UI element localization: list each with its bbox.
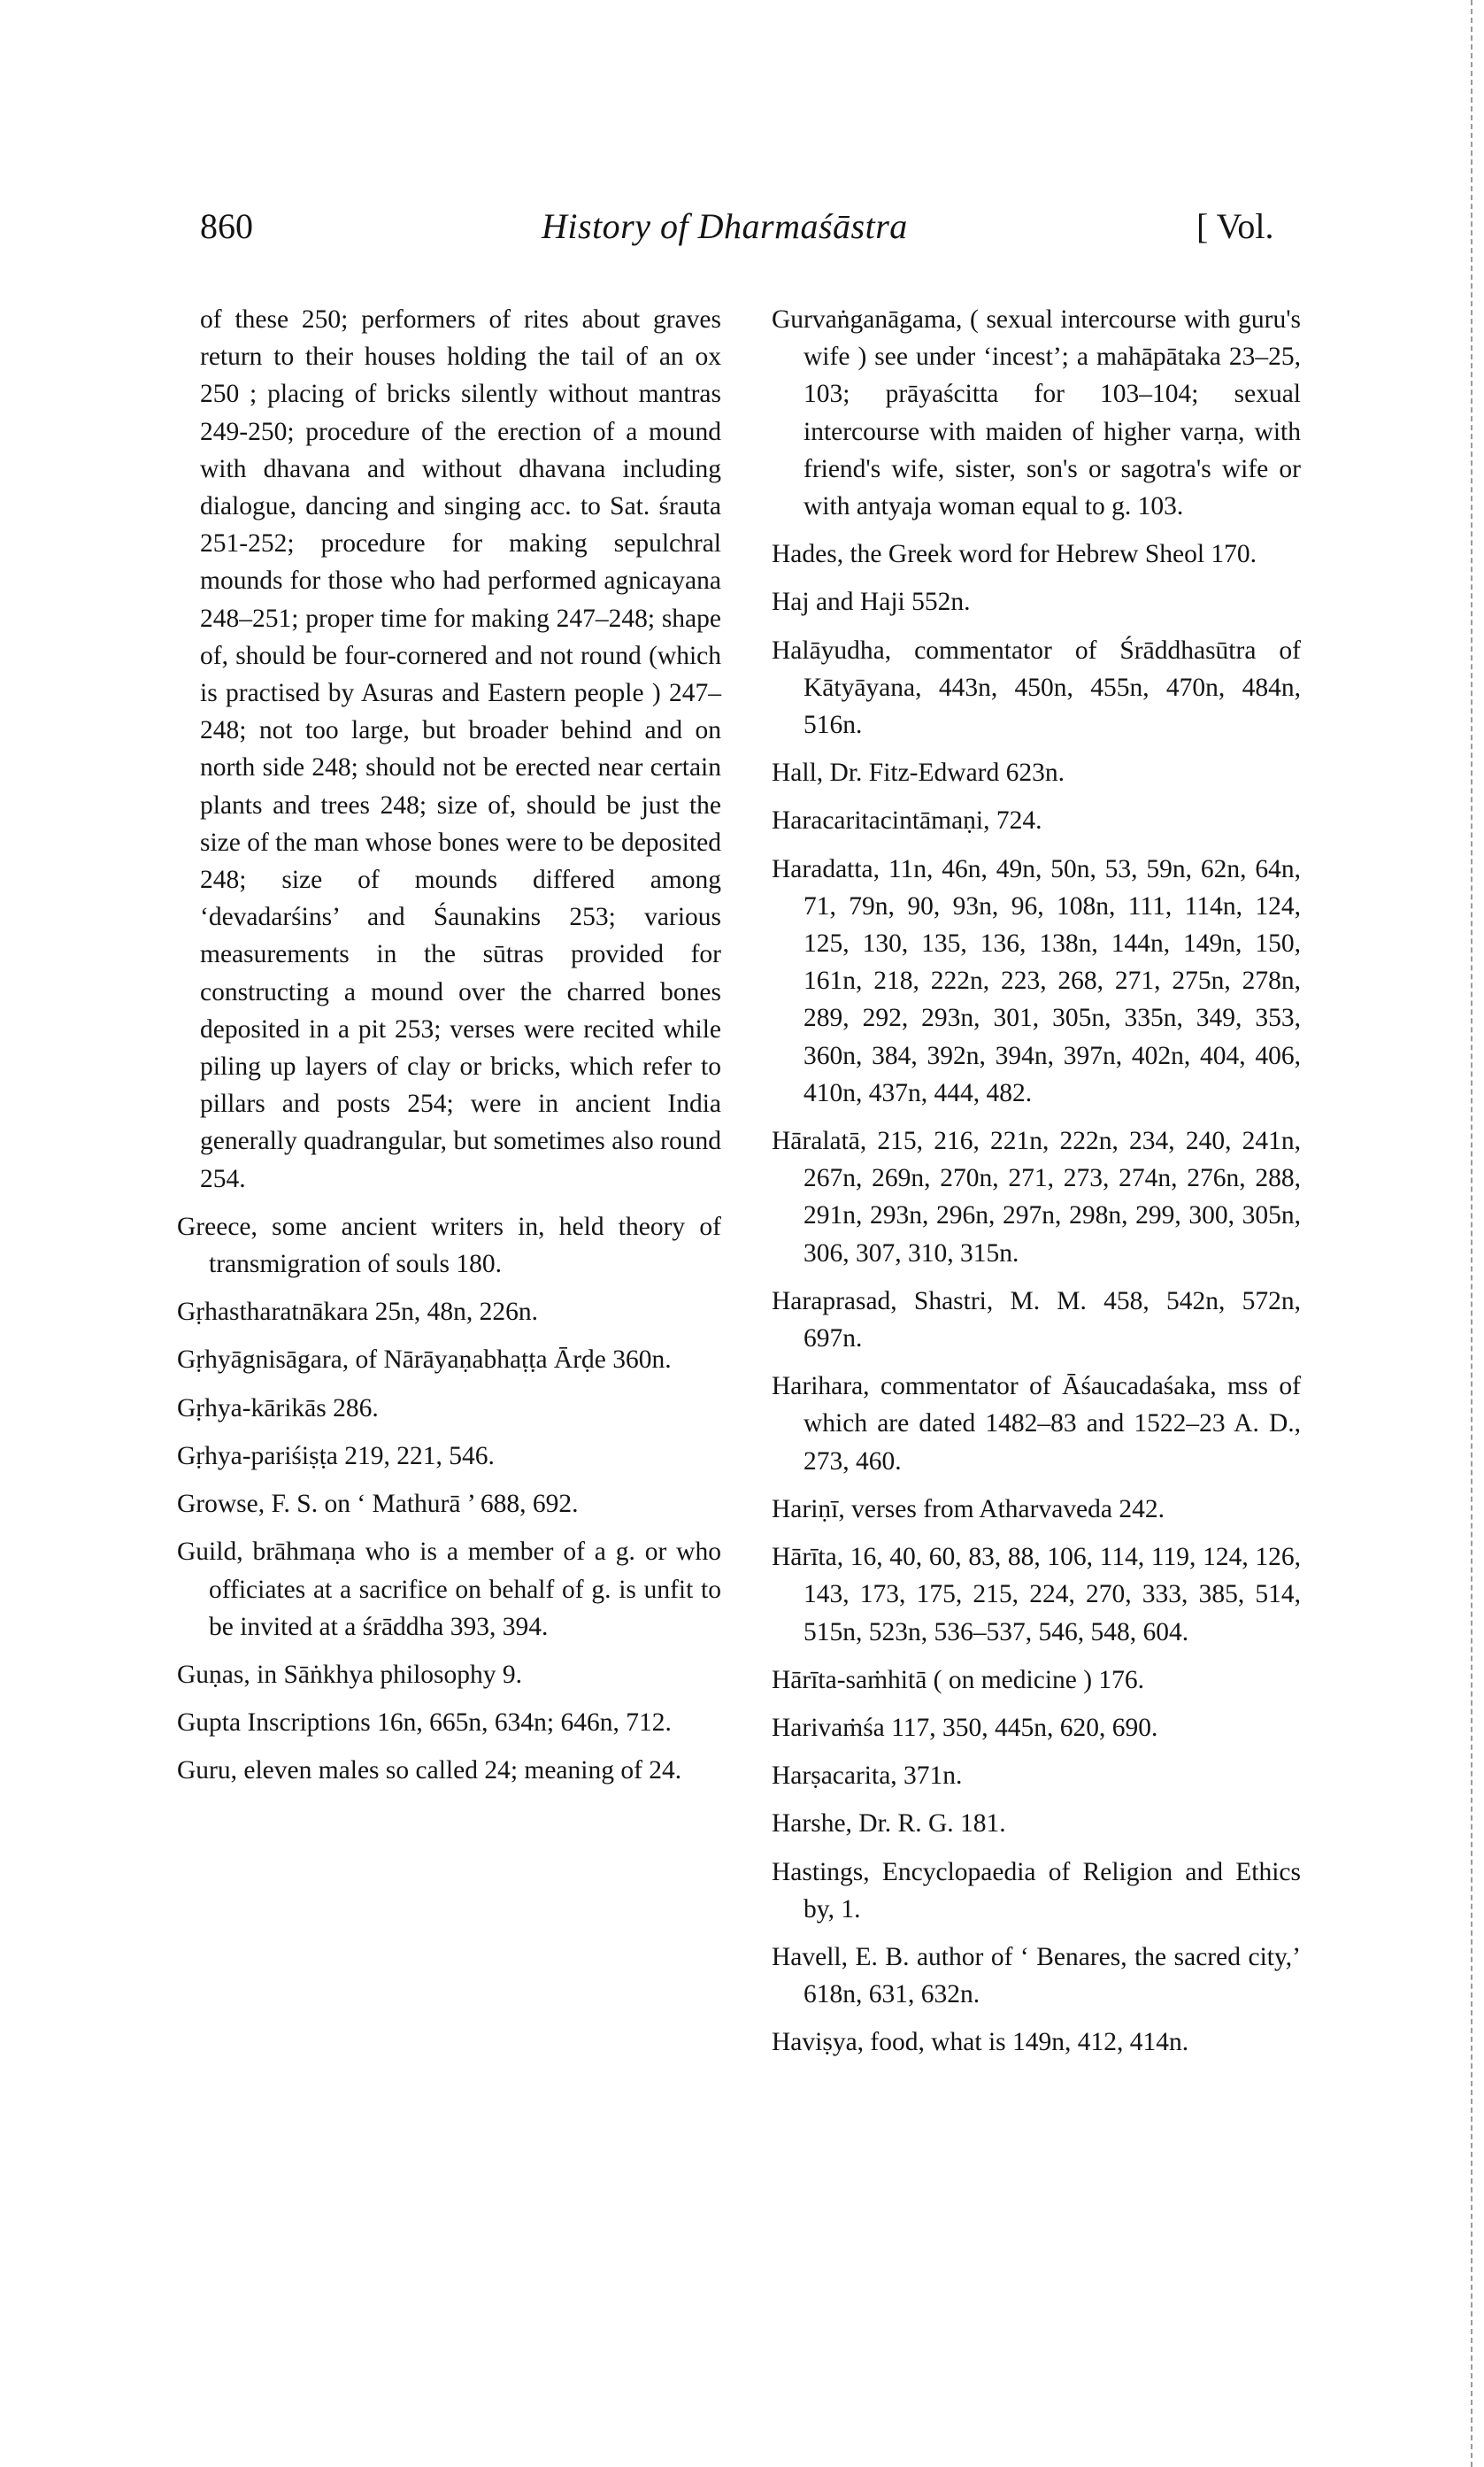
index-entry: Haradatta, 11n, 46n, 49n, 50n, 53, 59n, 62n, 64n, 71, 79n, 90, 93n, 96, 108n, 111, 114n, 124, 125, 130, 135, 136, 138n, 144n, 149n, 150, 161n, 218, 222n, 223, 268, 271, 275n, 278n, 289, 292, 293n, 301, 305n, 335n, 349, 353, 360n, 384, 392n, 394n, 397n, 402n, 404, 406, 410n, 437n, 444, 482.: [772, 854, 1301, 1107]
scan-edge-line: [1471, 0, 1472, 2467]
index-entry: Gṛhyāgnisāgara, of Nārāyaṇabhaṭṭa Ārḍe 360n.: [177, 1345, 672, 1375]
index-column-right: [772, 301, 1301, 2072]
index-entry: Greece, some ancient writers in, held theory of transmigration of souls 180.: [177, 1212, 721, 1279]
index-entry: Hariṇī, verses from Atharvaveda 242.: [772, 1494, 1165, 1523]
index-entry: Guild, brāhmaṇa who is a member of a g. or who officiates at a sacrifice on behalf of g. is unfit to be invited at a śrāddha 393, 394.: [177, 1538, 721, 1641]
index-entry: Haj and Haji 552n.: [772, 588, 971, 617]
index-entry: Gupta Inscriptions 16n, 665n, 634n; 646n, 712.: [177, 1708, 672, 1738]
index-entry: Gṛhastharatnākara 25n, 48n, 226n.: [177, 1298, 538, 1327]
index-entry: Harihara, commentator of Āśaucadaśaka, mss of which are dated 1482–83 and 1522–23 A. D., 273, 460.: [772, 1372, 1301, 1476]
index-entry: Hades, the Greek word for Hebrew Sheol 170.: [772, 540, 1257, 569]
index-entry: Haracaritacintāmaṇi, 724.: [772, 806, 1042, 836]
index-entry: of these 250; performers of rites about graves return to their houses holding the tail of an ox 250 ; placing of bricks silently without mantras 249-250; procedure of the erection of a mound with dhavana and without dhavana including dialogue, dancing and singing acc. to Sat. śrauta 251-252; procedure for making sepulchral mounds for those who had performed agnicayana 248–251; proper time for making 247–248; shape of, should be four-cornered and not round (which is practised by Asuras and Eastern people ) 247–248; not too large, but broader behind and on north side 248; should not be erected near certain plants and trees 248; size of, should be just the size of the man whose bones were to be deposited 248; size of mounds differed among ‘devadarśins’ and Śaunakins 253; various measurements in the sūtras provided for constructing a mound over the charred bones deposited in a pit 253; verses were recited while piling up layers of clay or bricks, which refer to pillars and posts 254; were in ancient India generally quadrangular, but sometimes also round 254.: [200, 305, 722, 1193]
index-entry: Hārīta-saṁhitā ( on medicine ) 176.: [772, 1665, 1145, 1694]
index-entry: Harṣacarita, 371n.: [772, 1762, 963, 1791]
index-entry: Harivaṁśa 117, 350, 445n, 620, 690.: [772, 1713, 1158, 1742]
index-entry: Harshe, Dr. R. G. 181.: [772, 1809, 1006, 1839]
index-entry: Gṛhya-kārikās 286.: [177, 1393, 379, 1422]
index-entry: Haviṣya, food, what is 149n, 412, 414n.: [772, 2028, 1189, 2057]
index-column-left: [177, 301, 721, 1800]
index-entry: Halāyudha, commentator of Śrāddhasūtra of Kātyāyana, 443n, 450n, 455n, 470n, 484n, 516n.: [772, 636, 1301, 740]
running-header: [0, 205, 1484, 258]
running-title: History of Dharmaśāstra: [542, 206, 908, 246]
index-entry: Guru, eleven males so called 24; meaning of 24.: [177, 1756, 682, 1785]
index-entry: Gṛhya-pariśiṣṭa 219, 221, 546.: [177, 1441, 495, 1470]
index-entry: Hastings, Encyclopaedia of Religion and Ethics by, 1.: [772, 1857, 1301, 1923]
index-entry: Havell, E. B. author of ‘ Benares, the sacred city,’ 618n, 631, 632n.: [772, 1942, 1301, 2009]
index-entry: Hall, Dr. Fitz-Edward 623n.: [772, 759, 1065, 788]
index-entry: Haraprasad, Shastri, M. M. 458, 542n, 572n, 697n.: [772, 1286, 1301, 1353]
index-entry: Gurvaṅganāgama, ( sexual intercourse with guru's wife ) see under ‘incest’; a mahāpātaka 23–25, 103; prāyaścitta for 103–104; sexual intercourse with maiden of higher varṇa, with friend's wife, sister, son's or sagotra's wife or with antyaja woman equal to g. 103.: [772, 305, 1301, 521]
page-number: 860: [200, 206, 253, 246]
index-entry: Hārīta, 16, 40, 60, 83, 88, 106, 114, 119, 124, 126, 143, 173, 175, 215, 224, 270, 333, 385, 514, 515n, 523n, 536–537, 546, 548, 604.: [772, 1543, 1301, 1646]
index-entry: Guṇas, in Sāṅkhya philosophy 9.: [177, 1660, 523, 1689]
volume-marker: [ Vol.: [1196, 206, 1274, 246]
index-entry: Hāralatā, 215, 216, 221n, 222n, 234, 240, 241n, 267n, 269n, 270n, 271, 273, 274n, 276n, 288, 291n, 293n, 296n, 297n, 298n, 299, 300, 305n, 306, 307, 310, 315n.: [772, 1127, 1301, 1268]
index-entry: Growse, F. S. on ‘ Mathurā ’ 688, 692.: [177, 1490, 579, 1519]
